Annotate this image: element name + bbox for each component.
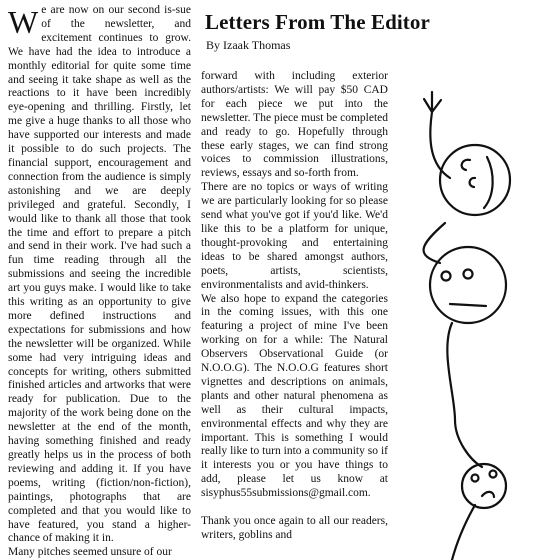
left-column-tail: Many pitches seemed unsure of our xyxy=(8,546,172,559)
sad-face-icon xyxy=(462,464,506,508)
stick-figure-body xyxy=(424,92,482,560)
paragraph-topics: There are no topics or ways of writing we are particularly looking for so please send what you've got if you'd like. We'd like this to be a platform for unique, thought-provoking and entertaining ideas to be shared amongst authors, poets, artists, scientists, environmentalists and avid-thinkers. xyxy=(201,181,388,291)
middle-column xyxy=(201,70,388,543)
article-byline: By Izaak Thomas xyxy=(206,38,291,52)
drop-cap: W xyxy=(8,4,39,40)
left-column xyxy=(8,4,191,560)
paragraph-categories: We also hope to expand the categories in the coming issues, with this one featuring a project of mine I've been working on for a while: The Natural Observers Observational Guide (or N.O.O.G). The N.O.O.G features short vignettes and descriptions on animals, plants and other natural phenomena as well as their cultural impacts, environmental effects and why they are important. This is something I would really like to turn into a community so if it interests you or you have things to add, please let us know at sisyphus55submissions@gmail.com. xyxy=(201,292,388,500)
paragraph-gap xyxy=(201,501,388,515)
article-title: Letters From The Editor xyxy=(205,10,430,34)
opening-text: e are now on our second is-sue of the newsletter, and excitement continues to grow. We have had the idea to introduce a monthly editorial for quite some time and seeing it take shape as well as the reactions to it have been incredibly eye-opening and thrilling. Firstly, let me give a huge thanks to all those who have supported our interests and made it possible to do such projects. The financial support, encouragement and connection from the audience is simply astonishing and we are deeply privileged and grateful. Secondly, I would like to thank all those that took the time and effort to prepare a pitch and send in their work. I've had such a fun time reading through all the submissions and seeing the incredible art you guys make. I would like to take this writing as an opportunity to give more defined instructions and expectations for submissions and how the newsletter will be organized. While some had very intriguing ideas and concepts for writing, others submitted finished articles and artworks that were ready for publication. Due to the majority of the work being done on the newsletter at the end of the month, having something finished and ready greatly helps us in the process of both reviewing and adding it. If you have poems, writing (fiction/non-fiction), paintings, photographs that are completed and that you would like to have featured, you stand a higher-chance of making it in. xyxy=(8,4,191,545)
paragraph-thanks: Thank you once again to all our readers, writers, goblins and xyxy=(201,515,388,541)
opening-paragraph xyxy=(8,4,191,546)
paragraph-payment: forward with including exterior authors/artists: We will pay $50 CAD for each piece we put into the newsletter. The piece must be completed and ready to go. Hopefully through these early stages, we can find strong voices to commission illustrations, reviews, essays and so-forth from. xyxy=(201,70,388,180)
doodle-illustration xyxy=(392,78,557,560)
neutral-face-icon xyxy=(430,247,506,323)
happy-face-icon xyxy=(440,145,510,215)
